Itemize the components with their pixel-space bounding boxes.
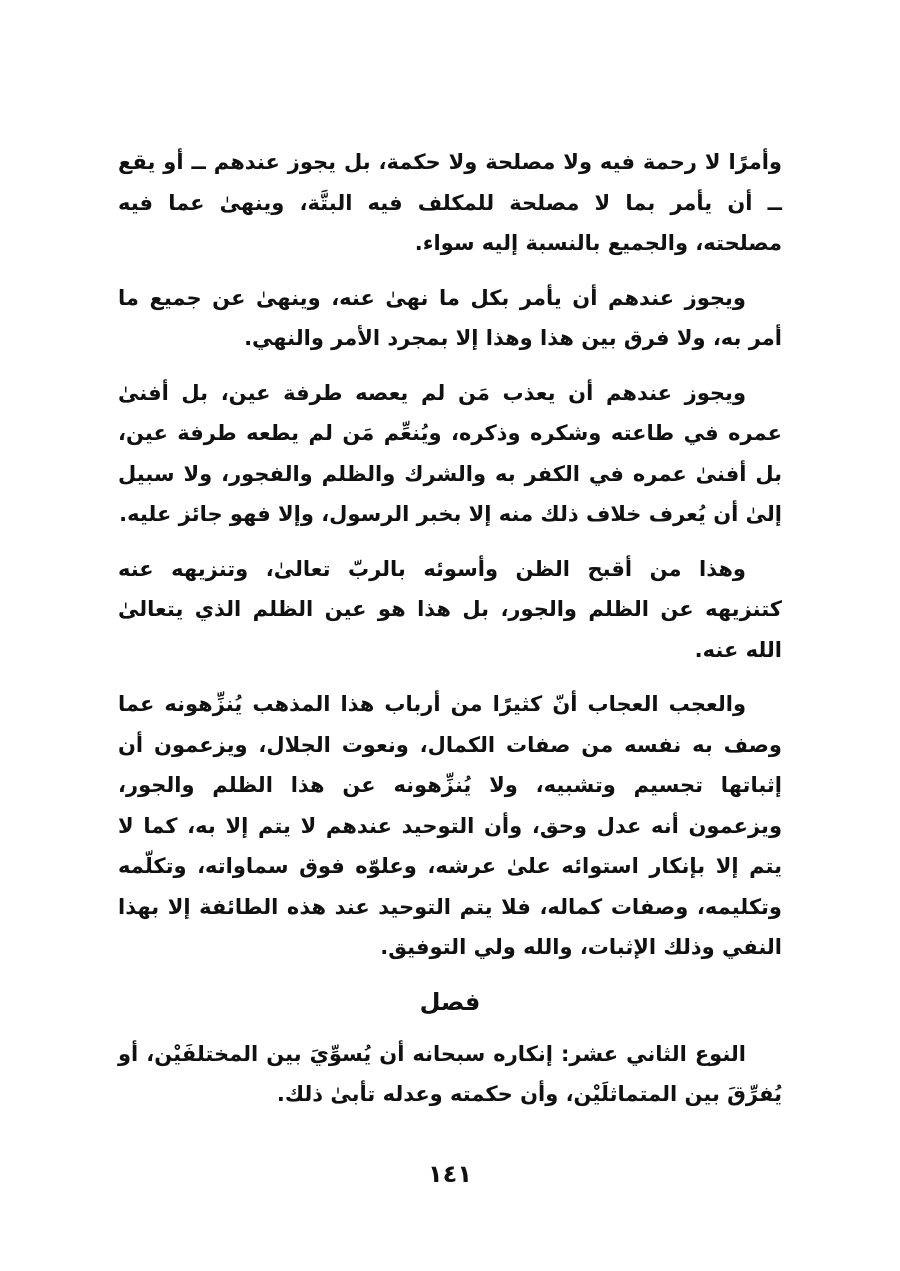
- paragraph-3: ويجوز عندهم أن يعذب مَن لم يعصه طرفة عين، بل أفنىٰ عمره في طاعته وشكره وذكره، ويُنعِّم مَن لم يطعه طرفة عين، بل أفنىٰ عمره في الكفر به والشرك والظلم والفجور، ولا سبيل إلىٰ أن يُعرف خلاف ذلك منه إلا بخبر الرسول، وإلا فهو جائز عليه.: [118, 380, 782, 526]
- section-heading: فصل: [419, 987, 481, 1016]
- section-paragraph: النوع الثاني عشر: إنكاره سبحانه أن يُسوِّيَ بين المختلفَيْن، أو يُفرِّقَ بين المتماثلَيْن، وأن حكمته وعدله تأبىٰ ذلك.: [118, 1041, 782, 1106]
- paragraph-4: وهذا من أقبح الظن وأسوئه بالربّ تعالىٰ، وتنزيهه عنه كتنزيهه عن الظلم والجور، بل هذا هو عين الظلم الذي يتعالىٰ الله عنه.: [118, 556, 782, 662]
- paragraph-2: ويجوز عندهم أن يأمر بكل ما نهىٰ عنه، وينهىٰ عن جميع ما أمر به، ولا فرق بين هذا وهذا إلا بمجرد الأمر والنهي.: [118, 285, 782, 350]
- paragraph-1: وأمرًا لا رحمة فيه ولا مصلحة ولا حكمة، بل يجوز عندهم ــ أو يقع ــ أن يأمر بما لا مصلحة للمكلف فيه البتَّة، وينهىٰ عما فيه مصلحته، والجميع بالنسبة إليه سواء.: [118, 150, 782, 255]
- document-page: [118, 142, 782, 1242]
- page-number: ١٤١: [428, 1160, 472, 1188]
- paragraph-5: والعجب العجاب أنّ كثيرًا من أرباب هذا المذهب يُنزِّهونه عما وصف به نفسه من صفات الكمال، ونعوت الجلال، ويزعمون أن إثباتها تجسيم وتشبيه، ولا يُنزِّهونه عن هذا الظلم والجور، ويزعمون أنه عدل وحق، وأن التوحيد عندهم لا يتم إلا به، كما لا يتم إلا بإنكار استوائه علىٰ عرشه، وعلوّه فوق سماواته، وتكلّمه وتكليمه، وصفات كماله، فلا يتم التوحيد عند هذه الطائفة إلا بهذا النفي وذلك الإثبات، والله ولي التوفيق.: [118, 692, 782, 959]
